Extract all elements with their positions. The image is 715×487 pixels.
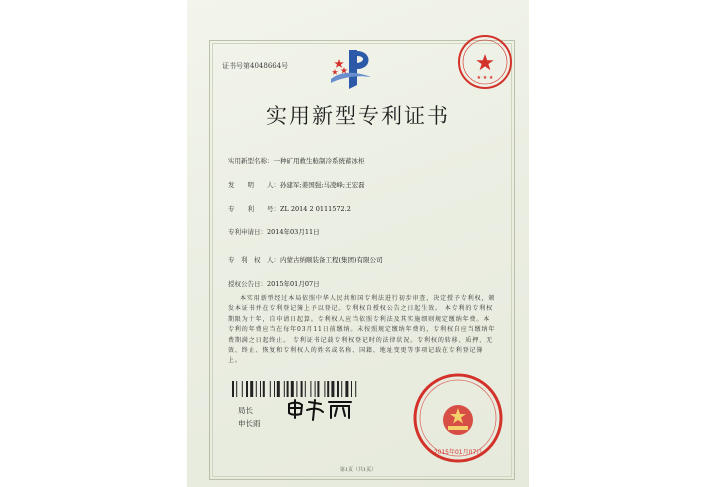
barcode-icon (232, 381, 386, 397)
official-seal-stamp (410, 370, 506, 466)
field-label: 发 明 人： (228, 181, 280, 189)
field-patentee (228, 256, 383, 264)
field-inventors (228, 181, 365, 189)
body-paragraph: 本实用新型经过本局依照中华人民共和国专利法进行初步审查，决定授予专利权，颁发本证书并在专利登记簿上予以登记。专利权自授权公告之日起生效。 (228, 295, 496, 313)
field-grant-date (228, 280, 320, 288)
certificate-title: 实用新型专利证书 (266, 104, 450, 128)
field-value: ZL 2014 2 0111572.2 (280, 205, 351, 213)
field-label: 专利申请日： (228, 228, 267, 236)
body-paragraph: 专利证书记载专利权登记时的法律状况。专利权的转移、质押、无效、终止、恢复和专利权人的姓名或名称、国籍、地址变更等事项记载在专利登记簿上。 (228, 336, 494, 365)
seal-stamp-top (453, 30, 517, 94)
handwritten-signature (285, 396, 357, 422)
body-paragraph: 本专利的专利权期限为十年，自申请日起算。专利权人应当依照专利法及其实施细则规定缴纳年费。本专利的年费应当在每年03月11日前缴纳。未按照规定缴纳年费的，专利权自应当缴纳年费期满之日起终止。 (228, 305, 496, 344)
page-footer: 第1页（共1页） (339, 467, 377, 473)
field-value: 内蒙古纳顺装备工程(集团)有限公司 (280, 256, 383, 264)
field-value: 孙建军;姜国强;马凌峰;王宏磊 (280, 181, 365, 189)
field-label: 专 利 权 人： (228, 256, 280, 264)
svg-text:★ ★ ★: ★ ★ ★ (476, 75, 494, 81)
signer-name: 申长雨 (238, 419, 261, 428)
seal-date: 2015年01月07日 (433, 449, 483, 456)
field-label: 专 利 号： (228, 205, 280, 213)
field-application-date (228, 228, 320, 236)
certificate-number: 证书号第4048664号 (222, 62, 289, 70)
signer-role-title: 局长 (238, 406, 253, 415)
field-utility-model-name (228, 157, 365, 165)
patent-certificate (187, 0, 529, 487)
field-value: 一种矿用救生舱制冷系统蓄冰柜 (273, 157, 365, 165)
patent-office-logo-icon (327, 45, 375, 93)
field-label: 授权公告日： (228, 280, 267, 288)
field-value: 2015年01月07日 (267, 280, 320, 288)
field-patent-number (228, 205, 351, 213)
field-value: 2014年03月11日 (267, 228, 320, 236)
certificate-body-text (228, 294, 496, 367)
field-label: 实用新型名称： (228, 157, 274, 165)
